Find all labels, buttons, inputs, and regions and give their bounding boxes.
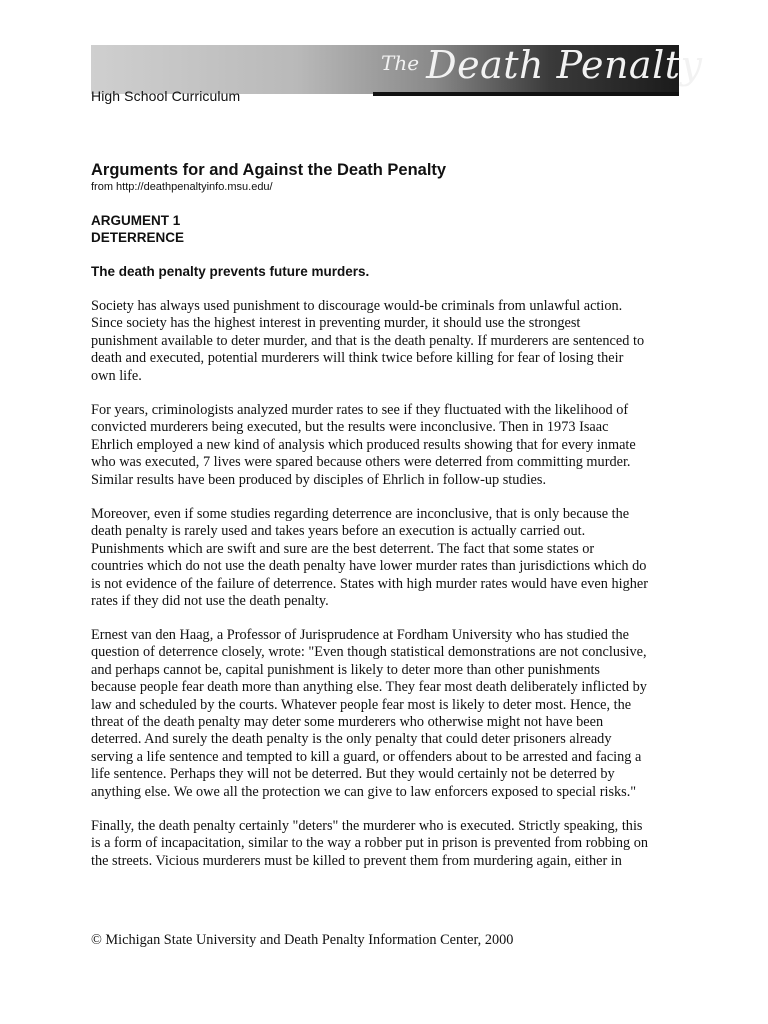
argument-number: ARGUMENT 1 (91, 213, 181, 228)
argument-name: DETERRENCE (91, 230, 185, 245)
body-paragraph: Finally, the death penalty certainly "deters" the murderer who is executed. Strictly speaking, this is a form of incapacitation, similar to the way a robber put in prison is prevented from robbing on the streets. Vicious murderers must be killed to prevent them from murdering again, either in (91, 818, 649, 869)
copyright-footer: © Michigan State University and Death Penalty Information Center, 2000 (91, 932, 514, 948)
body-paragraph: Moreover, even if some studies regarding deterrence are inconclusive, that is only because the death penalty is rarely used and takes years before an execution is actually carried out. Punishments which are swift and sure are the best deterrent. The fact that some states or countries which do not use the death penalty have lower murder rates than jurisdictions which do is not evidence of the failure of deterrence. States with high murder rates would have even higher rates if they did not use the death penalty. (91, 506, 648, 610)
body-paragraph: Ernest van den Haag, a Professor of Jurisprudence at Fordham University who has studied the question of deterrence closely, wrote: "Even though statistical demonstrations are not conclusive, and perhaps cannot be, capital punishment is likely to deter more than other punishments because people fear death more than anything else. They fear most death deliberately inflicted by law and scheduled by the courts. Whatever people fear most is likely to deter most. Hence, the threat of the death penalty may deter some murderers who otherwise might not have been deterred. And surely the death penalty is the only penalty that could deter prisoners already serving a life sentence and tempted to kill a guard, or offenders about to be arrested and facing a life sentence. Perhaps they will not be deterred. But they would certainly not be deterred by anything else. We owe all the protection we can give to law enforcers exposed to special risks." (91, 627, 647, 800)
curriculum-label: High School Curriculum (91, 88, 241, 104)
body-paragraph: Society has always used punishment to discourage would-be criminals from unlawful action. Since society has the highest interest in preventing murder, it should use the strongest punishment available to deter murder, and that is the death penalty. If murderers are sentenced to death and executed, potential murderers will think twice before killing for fear of losing their own life. (91, 298, 645, 384)
body-paragraph: For years, criminologists analyzed murder rates to see if they fluctuated with the likelihood of convicted murderers being executed, but the results were inconclusive. Then in 1973 Isaac Ehrlich employed a new kind of analysis which produced results showing that for every inmate who was executed, 7 lives were spared because others were deterred from committing murder. Similar results have been produced by disciples of Ehrlich in follow-up studies. (91, 402, 636, 488)
page-title: Arguments for and Against the Death Penalty (91, 161, 447, 179)
banner-title-prefix: The (381, 51, 420, 75)
banner-title-main: Death Penalty (426, 43, 703, 87)
source-line: from http://deathpenaltyinfo.msu.edu/ (91, 181, 273, 193)
banner-logo-title (381, 43, 703, 102)
argument-thesis: The death penalty prevents future murders. (91, 264, 370, 279)
